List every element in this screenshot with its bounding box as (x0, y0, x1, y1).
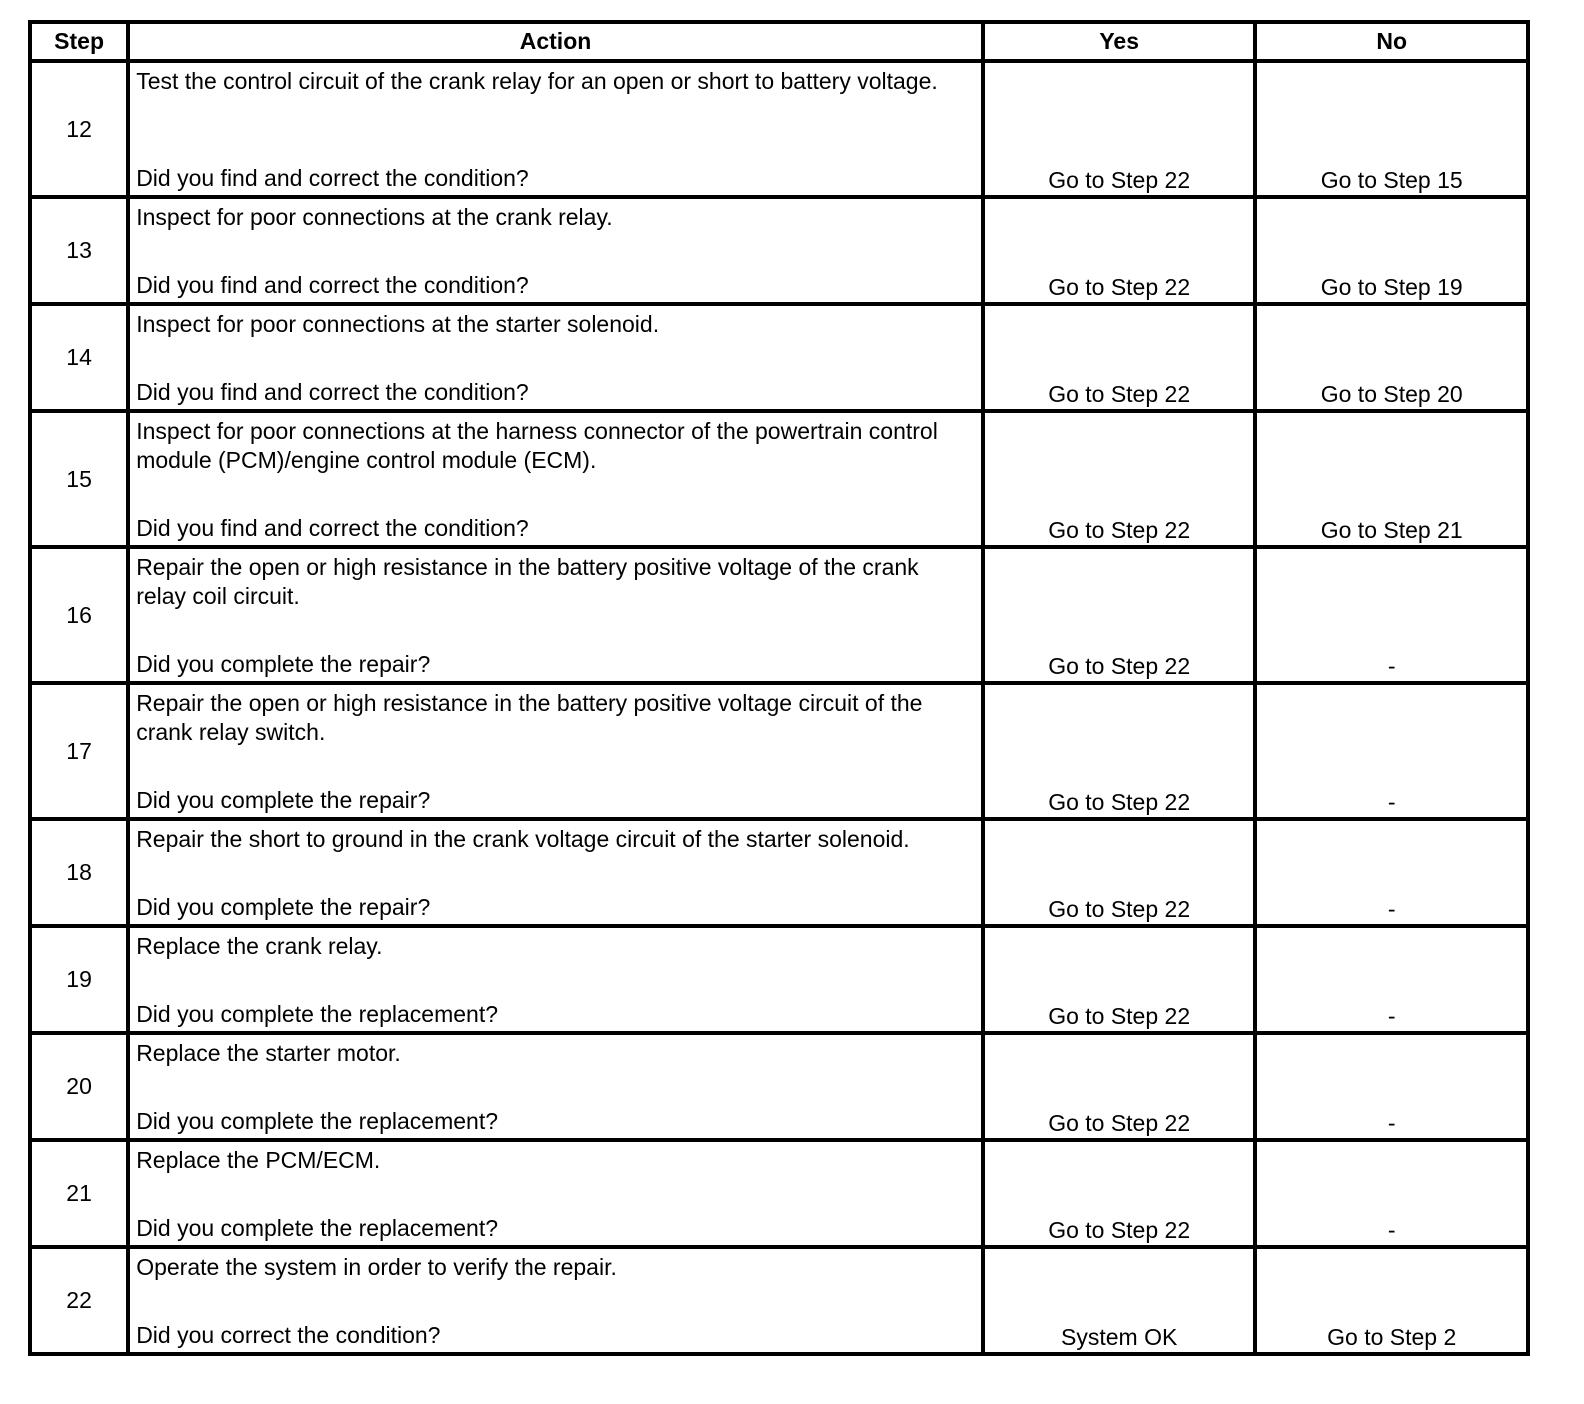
action-question: Did you find and correct the condition? (136, 515, 529, 541)
header-no: No (1255, 22, 1528, 61)
action-cell (128, 197, 983, 304)
action-cell (128, 61, 983, 197)
action-content (130, 199, 981, 302)
action-question: Did you complete the replacement? (136, 1001, 498, 1027)
step-number: 21 (30, 1140, 128, 1247)
no-result: Go to Step 15 (1255, 61, 1528, 197)
table-row (30, 1033, 1528, 1140)
action-cell (128, 547, 983, 683)
action-content (130, 1249, 981, 1352)
action-instruction: Replace the starter motor. (136, 1040, 401, 1066)
no-result: Go to Step 21 (1255, 411, 1528, 547)
no-result: - (1255, 926, 1528, 1033)
action-cell (128, 926, 983, 1033)
action-question: Did you find and correct the condition? (136, 165, 529, 191)
yes-result: Go to Step 22 (983, 1140, 1256, 1247)
step-number: 19 (30, 926, 128, 1033)
no-result: - (1255, 819, 1528, 926)
action-instruction: Inspect for poor connections at the harness connector of the powertrain control module (PCM)/engine control module (ECM). (136, 418, 938, 473)
action-cell (128, 1247, 983, 1354)
header-row (30, 22, 1528, 61)
yes-result: Go to Step 22 (983, 411, 1256, 547)
action-instruction: Repair the open or high resistance in the battery positive voltage of the crank relay coil circuit. (136, 554, 919, 609)
action-instruction: Inspect for poor connections at the starter solenoid. (136, 311, 660, 337)
action-question: Did you find and correct the condition? (136, 379, 529, 405)
header-action: Action (128, 22, 983, 61)
action-content (130, 928, 981, 1031)
step-number: 16 (30, 547, 128, 683)
action-cell (128, 304, 983, 411)
table-row (30, 1140, 1528, 1247)
yes-result: Go to Step 22 (983, 1033, 1256, 1140)
table-row (30, 411, 1528, 547)
action-question: Did you complete the repair? (136, 651, 431, 677)
step-number: 12 (30, 61, 128, 197)
action-content (130, 821, 981, 924)
action-content (130, 1142, 981, 1245)
table-row (30, 197, 1528, 304)
yes-result: Go to Step 22 (983, 683, 1256, 819)
action-question: Did you complete the replacement? (136, 1215, 498, 1241)
action-question: Did you find and correct the condition? (136, 272, 529, 298)
table-row (30, 547, 1528, 683)
diagnostic-table (28, 20, 1530, 1356)
action-content (130, 413, 981, 545)
no-result: - (1255, 1140, 1528, 1247)
no-result: - (1255, 1033, 1528, 1140)
action-content (130, 1035, 981, 1138)
action-cell (128, 819, 983, 926)
no-result: - (1255, 683, 1528, 819)
yes-result: Go to Step 22 (983, 819, 1256, 926)
action-instruction: Replace the crank relay. (136, 933, 383, 959)
no-result: Go to Step 19 (1255, 197, 1528, 304)
table-row (30, 61, 1528, 197)
step-number: 14 (30, 304, 128, 411)
yes-result: Go to Step 22 (983, 304, 1256, 411)
yes-result: System OK (983, 1247, 1256, 1354)
table-row (30, 1247, 1528, 1354)
action-cell (128, 683, 983, 819)
action-instruction: Replace the PCM/ECM. (136, 1147, 381, 1173)
step-number: 13 (30, 197, 128, 304)
action-cell (128, 411, 983, 547)
no-result: Go to Step 20 (1255, 304, 1528, 411)
yes-result: Go to Step 22 (983, 926, 1256, 1033)
no-result: - (1255, 547, 1528, 683)
header-yes: Yes (983, 22, 1256, 61)
no-result: Go to Step 2 (1255, 1247, 1528, 1354)
yes-result: Go to Step 22 (983, 547, 1256, 683)
action-cell (128, 1140, 983, 1247)
action-instruction: Operate the system in order to verify the repair. (136, 1254, 617, 1280)
action-content (130, 306, 981, 409)
action-instruction: Inspect for poor connections at the crank relay. (136, 204, 613, 230)
action-instruction: Test the control circuit of the crank relay for an open or short to battery voltage. (136, 68, 938, 94)
step-number: 18 (30, 819, 128, 926)
yes-result: Go to Step 22 (983, 197, 1256, 304)
step-number: 22 (30, 1247, 128, 1354)
action-question: Did you complete the repair? (136, 894, 431, 920)
step-number: 20 (30, 1033, 128, 1140)
step-number: 17 (30, 683, 128, 819)
action-question: Did you complete the replacement? (136, 1108, 498, 1134)
action-instruction: Repair the open or high resistance in the battery positive voltage circuit of the crank relay switch. (136, 690, 923, 745)
action-question: Did you correct the condition? (136, 1322, 441, 1348)
action-content (130, 685, 981, 817)
action-content (130, 549, 981, 681)
action-cell (128, 1033, 983, 1140)
action-instruction: Repair the short to ground in the crank voltage circuit of the starter solenoid. (136, 826, 910, 852)
action-content (130, 63, 981, 195)
header-step: Step (30, 22, 128, 61)
table-row (30, 926, 1528, 1033)
table-row (30, 304, 1528, 411)
step-number: 15 (30, 411, 128, 547)
table-row (30, 683, 1528, 819)
action-question: Did you complete the repair? (136, 787, 431, 813)
yes-result: Go to Step 22 (983, 61, 1256, 197)
table-row (30, 819, 1528, 926)
